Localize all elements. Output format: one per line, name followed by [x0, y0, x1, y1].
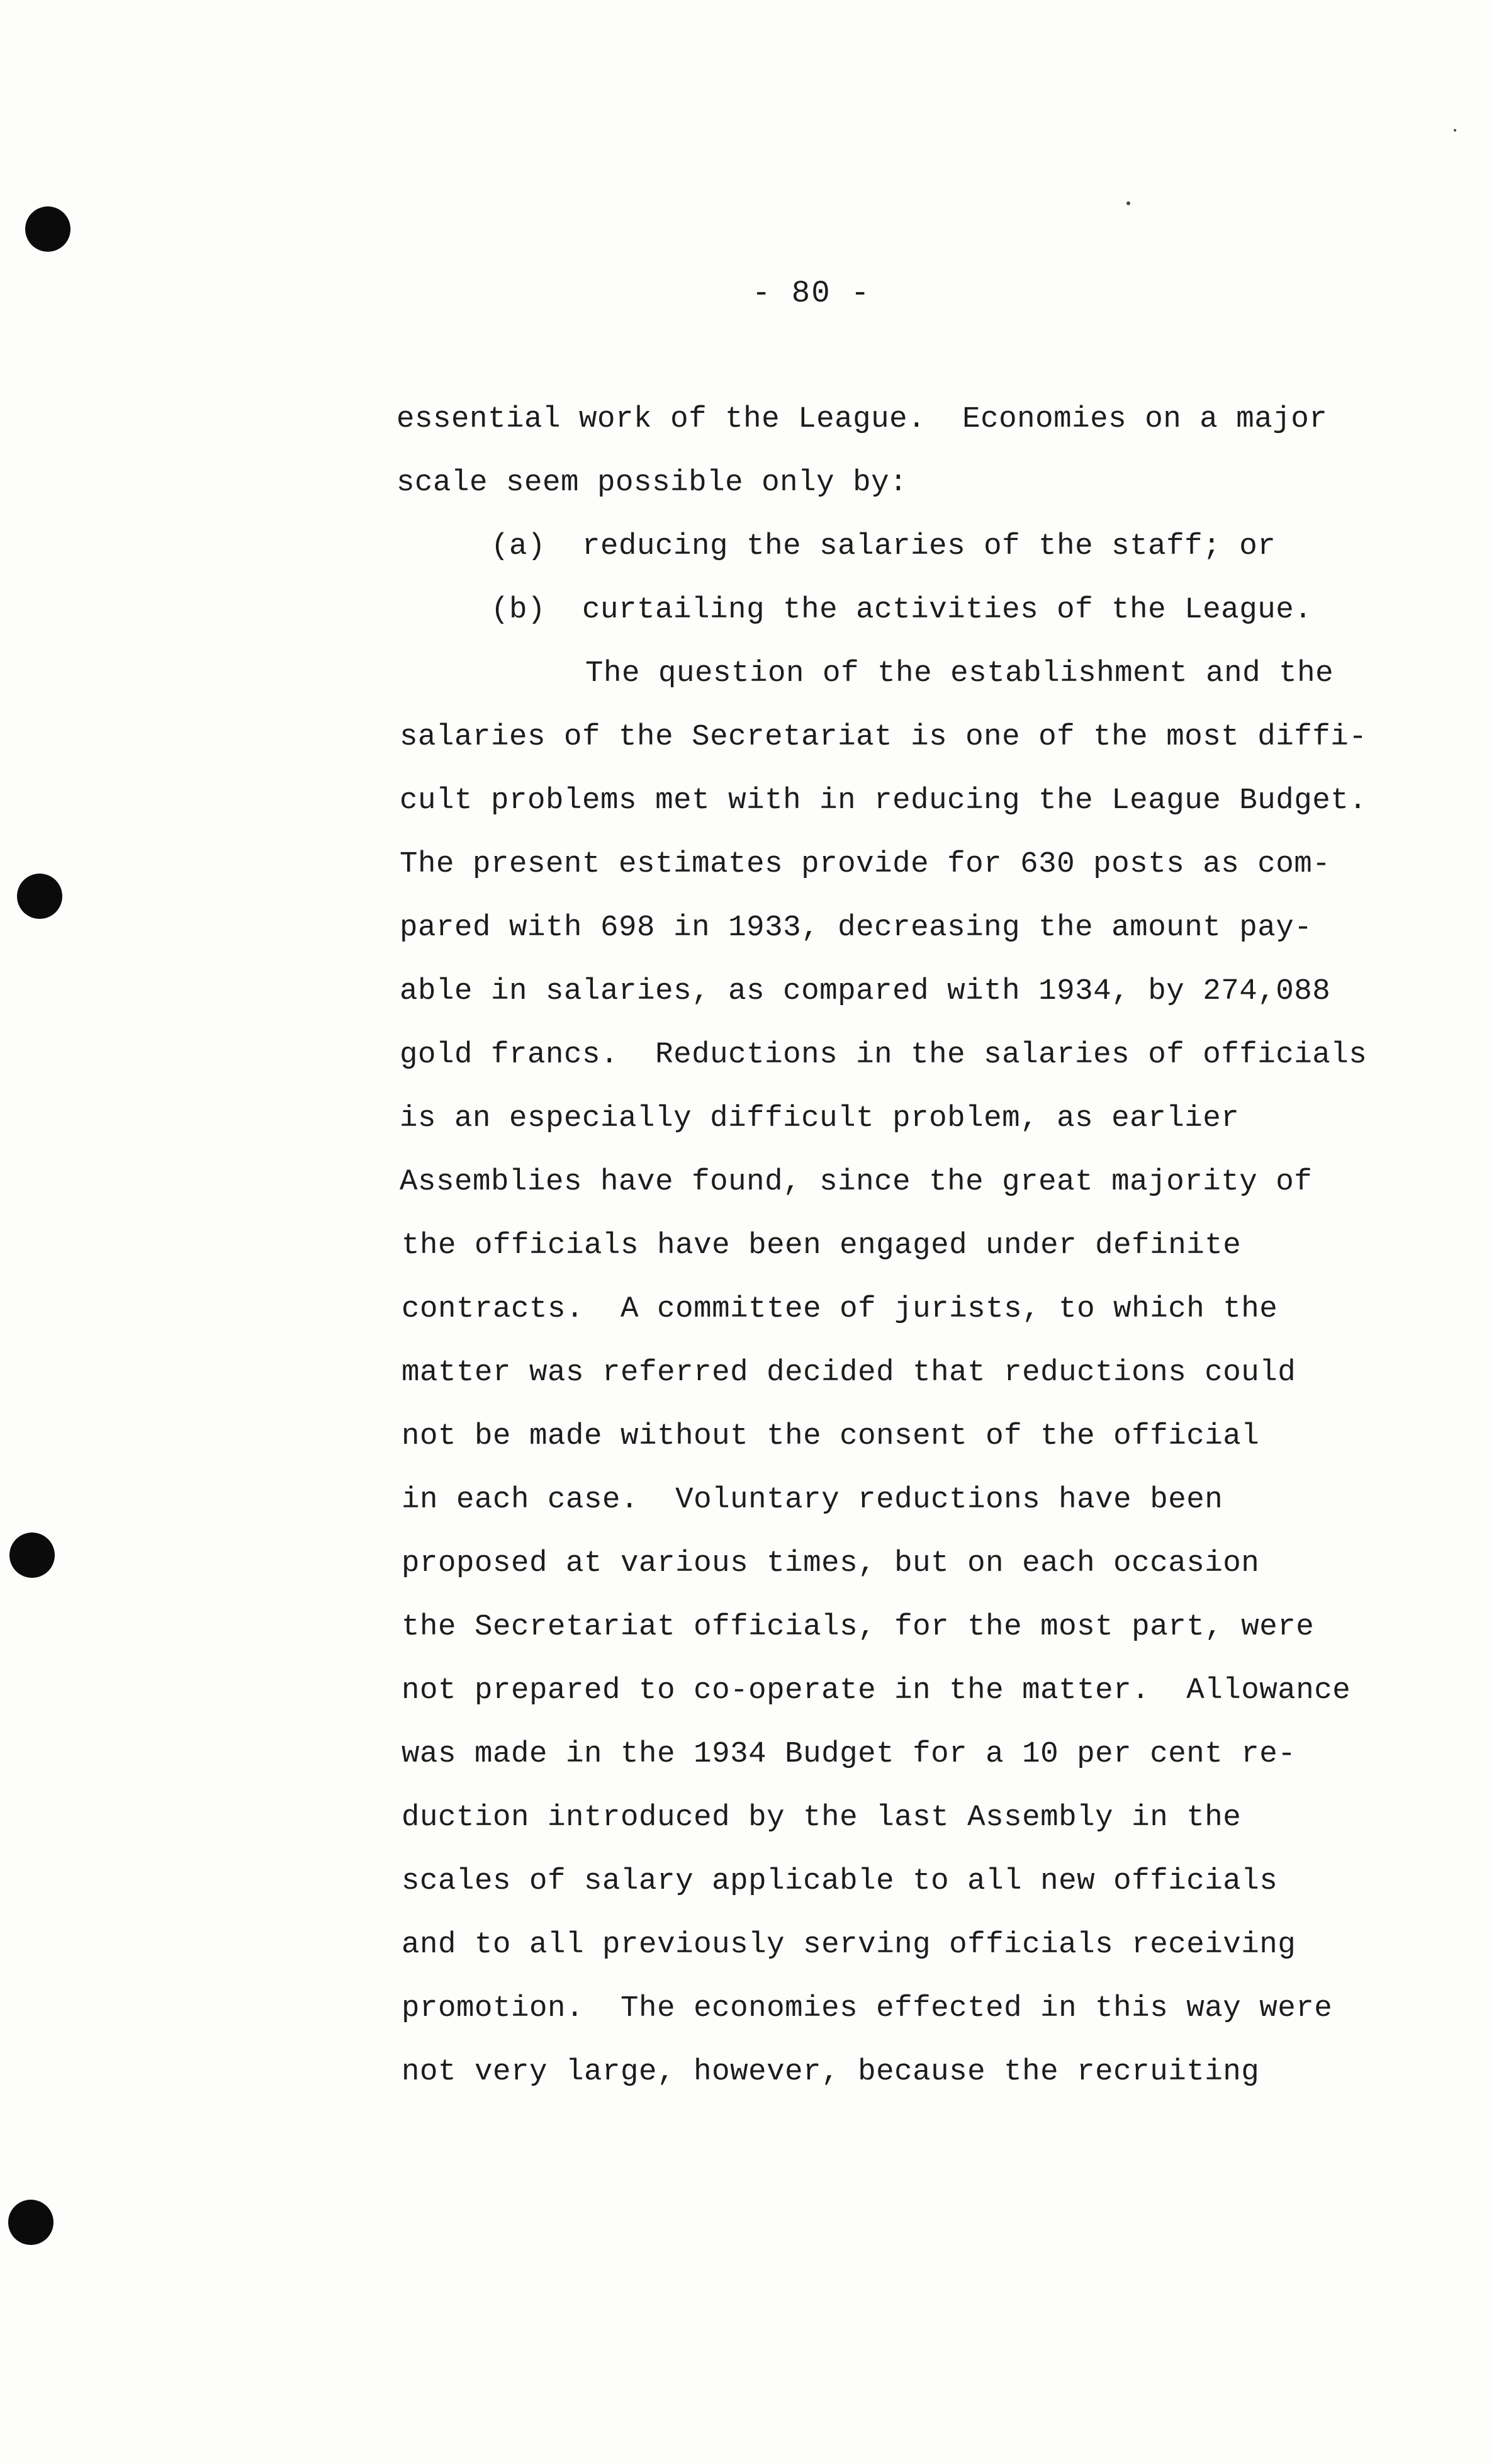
text-line: gold francs. Reductions in the salaries of officials [400, 1038, 1368, 1072]
text-line: promotion. The economies effected in this way were [402, 1991, 1333, 2025]
text-line: was made in the 1934 Budget for a 10 per cent re- [402, 1737, 1296, 1771]
text-line: pared with 698 in 1933, decreasing the amount pay- [400, 911, 1313, 945]
text-line: proposed at various times, but on each occasion [402, 1546, 1260, 1580]
list-item-a: (a) reducing the salaries of the staff; or [491, 529, 1276, 563]
list-item-b: (b) curtailing the activities of the League. [491, 593, 1313, 627]
text-line: not prepared to co-operate in the matter. Allowance [402, 1674, 1351, 1707]
text-line: the officials have been engaged under definite [402, 1229, 1242, 1263]
punch-hole-1 [25, 206, 70, 252]
text-line: salaries of the Secretariat is one of the most diffi- [400, 720, 1368, 754]
text-line: duction introduced by the last Assembly in the [402, 1801, 1242, 1835]
page-number: - 80 - [752, 276, 871, 311]
punch-hole-2 [17, 874, 62, 919]
paragraph-start: The question of the establishment and the [585, 656, 1334, 690]
scan-speck [1126, 201, 1130, 205]
text-line: able in salaries, as compared with 1934, by 274,088 [400, 974, 1331, 1008]
punch-hole-4 [8, 2200, 53, 2245]
text-line: cult problems met with in reducing the League Budget. [400, 784, 1368, 818]
text-line: scales of salary applicable to all new officials [402, 1864, 1278, 1898]
scan-speck [1454, 129, 1456, 132]
text-line: Assemblies have found, since the great majority of [400, 1165, 1313, 1199]
text-line: not be made without the consent of the official [402, 1419, 1260, 1453]
punch-hole-3 [9, 1533, 55, 1578]
text-line: contracts. A committee of jurists, to which the [402, 1292, 1278, 1326]
text-line: and to all previously serving officials receiving [402, 1928, 1296, 1962]
text-line: essential work of the League. Economies on a major [396, 402, 1328, 436]
text-line: in each case. Voluntary reductions have been [402, 1483, 1223, 1517]
text-line: not very large, however, because the recruiting [402, 2055, 1260, 2089]
text-line: is an especially difficult problem, as earlier [400, 1101, 1240, 1135]
text-line: matter was referred decided that reductions could [402, 1356, 1296, 1390]
text-line: The present estimates provide for 630 posts as com- [400, 847, 1331, 881]
text-line: scale seem possible only by: [396, 466, 908, 500]
text-line: the Secretariat officials, for the most part, were [402, 1610, 1315, 1644]
